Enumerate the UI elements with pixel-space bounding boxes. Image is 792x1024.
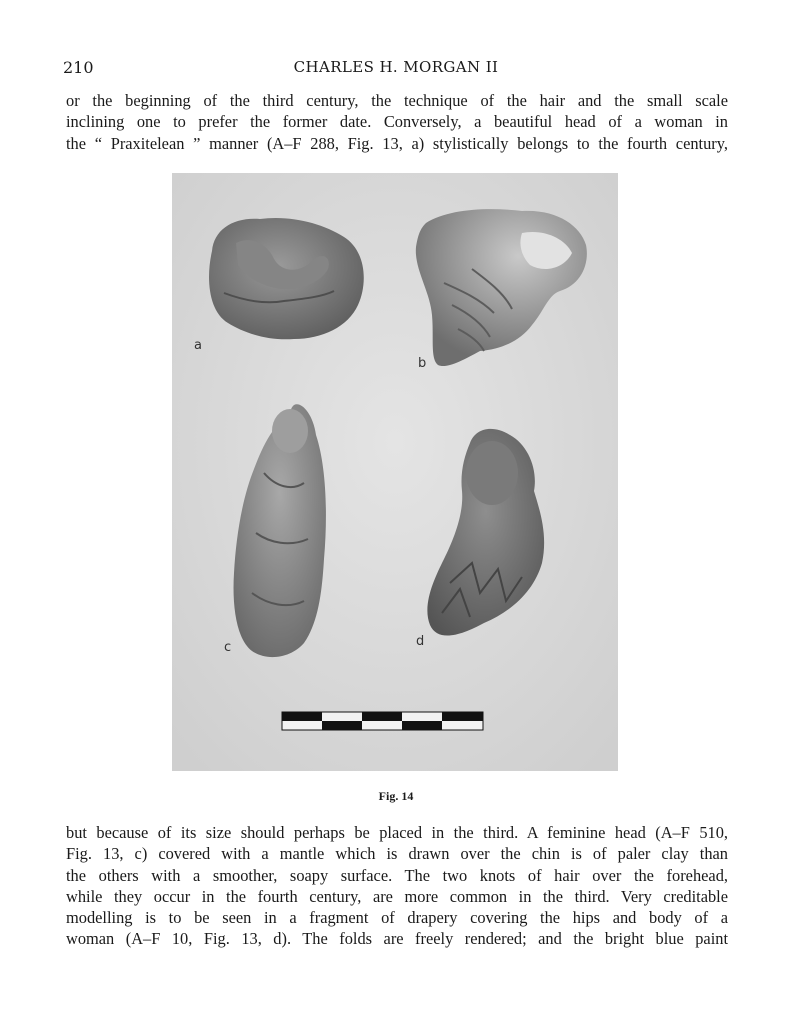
fragment-a <box>209 218 364 339</box>
text-line: or the beginning of the third century, the technique of the hair and the small scale <box>66 91 728 110</box>
running-head: CHARLES H. MORGAN II <box>293 58 499 76</box>
label-b: b <box>418 356 427 371</box>
paragraph-top <box>66 90 728 154</box>
figure-caption: Fig. 14 <box>378 789 414 803</box>
label-a: a <box>194 338 202 353</box>
text-line: while they occur in the fourth century, are more common in the third. Very creditable <box>66 886 728 906</box>
text-line: the others with a smoother, soapy surface. The two knots of hair over the forehead, <box>66 865 728 885</box>
scale-bar <box>282 712 483 730</box>
paragraph-bottom <box>66 822 728 950</box>
page-number: 210 <box>63 58 94 77</box>
text-line: modelling is to be seen in a fragment of drapery covering the hips and body of a <box>66 908 728 928</box>
figure-plate-svg <box>172 173 618 771</box>
label-c: c <box>224 640 232 655</box>
text-line: but because of its size should perhaps be placed in the third. A feminine head (A–F 510, <box>66 823 728 842</box>
text-line: the “ Praxitelean ” manner (A–F 288, Fig. 13, a) stylistically belongs to the fourth century, <box>66 133 728 153</box>
page-header <box>63 58 729 80</box>
text-line: woman (A–F 10, Fig. 13, d). The folds are freely rendered; and the bright blue paint <box>66 929 728 949</box>
figure-photo <box>172 173 618 771</box>
text-line: inclining one to prefer the former date. Conversely, a beautiful head of a woman in <box>66 112 728 132</box>
label-d: d <box>416 634 425 649</box>
text-line: Fig. 13, c) covered with a mantle which is drawn over the chin is of paler clay than <box>66 844 728 864</box>
